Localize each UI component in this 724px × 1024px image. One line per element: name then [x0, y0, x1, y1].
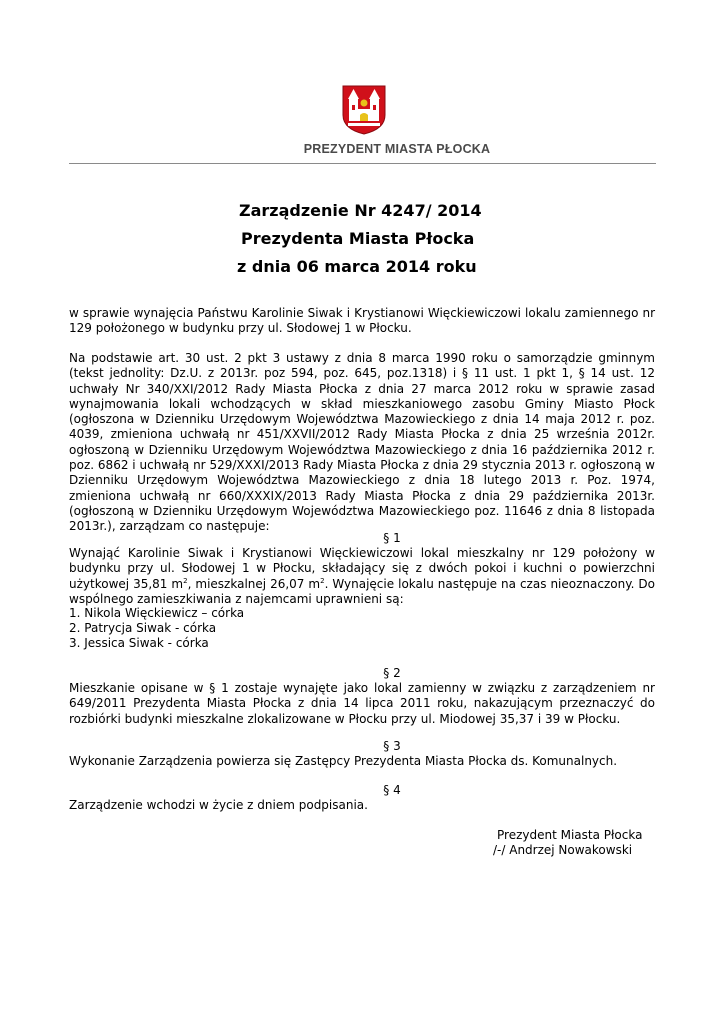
section-2-sign: § 2 [383, 666, 401, 680]
resident-list-item: 1. Nikola Więckiewicz – córka [69, 606, 245, 620]
resident-list-item: 2. Patrycja Siwak - córka [69, 621, 217, 635]
document-title-number: Zarządzenie Nr 4247/ 2014 [239, 201, 482, 220]
legal-basis-paragraph: Na podstawie art. 30 ust. 2 pkt 3 ustawy z dnia 8 marca 1990 roku o samorządzie gminnym (tekst jednolity: Dz.U. z 2013r. poz 594, poz. 645, poz.1318) i § 11 ust. 1 pkt 1, § 14 ust. 12 uchwały Nr 340/XXI/2012 Rady Miasta Płocka z dnia 27 marca 2012 roku w sprawie zasad wynajmowania lokali wchodzących w skład mieszkaniowego zasobu Gminy Miasto Płock (ogłoszona w Dzienniku Urzędowym Województwa Mazowieckiego z dnia 14 maja 2012 r. poz. 4039, zmieniona uchwałą nr 451/XXVII/2012 Rady Miasta Płocka z dnia 25 września 2012r. ogłoszoną w Dzienniku Urzędowym Województwa Mazowieckiego z dnia 16 października 2012 r. poz. 6862 i uchwałą nr 529/XXXI/2013 Rady Miasta Płocka z dnia 29 stycznia 2013 r. ogłoszoną w Dzienniku Urzędowym Województwa Mazowieckiego z dnia 18 lutego 2013 r. Poz. 1974, zmieniona uchwałą nr 660/XXXIX/2013 Rady Miasta Płocka z dnia 29 października 2013r. (ogłoszoną w Dzienniku Urzędowym Województwa Mazowieckiego poz. 11646 z dnia 8 listopada 2013r.), zarządzam co następuje: [69, 351, 655, 534]
section-1-text-part3: . Wynajęcie lokalu następuje na czas nieoznaczony. Do wspólnego zamieszkiwania z najemcami uprawnieni są: [69, 576, 655, 606]
section-4-sign: § 4 [383, 783, 401, 797]
signature-name: /-/ Andrzej Nowakowski [493, 843, 633, 857]
document-title-issuer: Prezydenta Miasta Płocka [241, 229, 475, 248]
section-2-text: Mieszkanie opisane w § 1 zostaje wynajęte jako lokal zamienny w związku z zarządzeniem nr 649/2011 Prezydenta Miasta Płocka z dnia 14 lipca 2011 roku, nakazującym przeznaczyć do rozbiórki budynki mieszkalne zlokalizowane w Płocku przy ul. Miodowej 35,37 i 39 w Płocku. [69, 681, 655, 726]
resident-list-item: 3. Jessica Siwak - córka [69, 636, 209, 650]
section-1-sup-2: 2 [320, 576, 325, 585]
city-crest-icon [342, 85, 386, 135]
section-1-sup-1: 2 [183, 576, 188, 585]
section-1-text-part1: Wynająć Karolinie Siwak i Krystianowi Więckiewiczowi lokal mieszkalny nr 129 położony w budynku przy ul. Słodowej 1 w Płocku, składający się z dwóch pokoi i kuchni o powierzchni użytkowej 35,81 m [69, 546, 655, 591]
document-title-date: z dnia 06 marca 2014 roku [237, 257, 477, 276]
header-divider [69, 163, 656, 164]
section-3-text: Wykonanie Zarządzenia powierza się Zastępcy Prezydenta Miasta Płocka ds. Komunalnych. [69, 754, 618, 768]
signature-title: Prezydent Miasta Płocka [497, 828, 643, 842]
header-office-name: PREZYDENT MIASTA PŁOCKA [303, 142, 491, 156]
document-subject: w sprawie wynajęcia Państwu Karolinie Siwak i Krystianowi Więckiewiczowi lokalu zamiennego nr 129 położonego w budynku przy ul. Słodowej 1 w Płocku. [69, 306, 655, 336]
section-4-text: Zarządzenie wchodzi w życie z dniem podpisania. [69, 798, 368, 812]
section-1-text-part2: , mieszkalnej 26,07 m [187, 576, 321, 591]
section-1-sign: § 1 [383, 531, 401, 545]
section-1-text [69, 546, 655, 607]
section-3-sign: § 3 [383, 739, 401, 753]
